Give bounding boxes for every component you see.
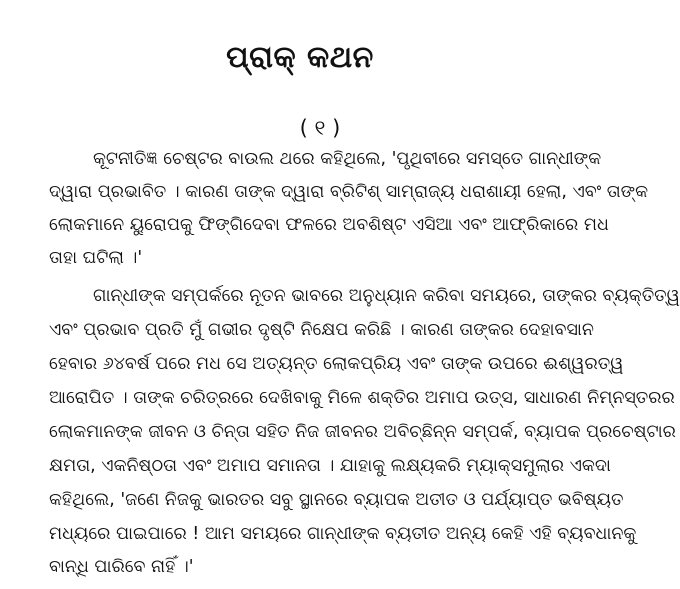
paragraph-2-line-9: ବାନ୍ଧି ପାରିବେ ନାହିଁ ।': [49, 557, 194, 577]
paragraph-2-line-2: ଏବଂ ପ୍ରଭାବ ପ୍ରତି ମୁଁ ଗଭୀର ଦୃଷ୍ଟି ନିକ୍ଷେପ କରିଛି । କାରଣ ତାଙ୍କର ଦେହାବସାନ: [49, 320, 594, 340]
paragraph-2-line-3: ହେବାର ୬୪ବର୍ଷ ପରେ ମଧ ସେ ଅତ୍ୟନ୍ତ ଲୋକପ୍ରିୟ ଏବଂ ତାଙ୍କ ଉପରେ ଈଶ୍ୱରତ୍ୱ: [49, 354, 624, 374]
paragraph-2-line-5: ଲୋକମାନଙ୍କ ଜୀବନ ଓ ଚିନ୍ତା ସହିତ ନିଜ ଜୀବନର ଅବିଚ୍ଛିନ୍ନ ସମ୍ପର୍କ, ବ୍ୟାପକ ପ୍ରଚେଷ୍ଟାର: [49, 422, 676, 442]
paragraph-2-line-8: ମଧ୍ୟରେ ପାଇପାରେ ! ଆମ ସମୟରେ ଗାନ୍ଧୀଙ୍କ ବ୍ୟତୀତ ଅନ୍ୟ କେହି ଏହି ବ୍ୟବଧାନକୁ: [49, 524, 637, 544]
section-number: ( ୧ ): [299, 116, 341, 140]
paragraph-2-line-6: କ୍ଷମତା, ଏକନିଷ୍ଠତା ଏବଂ ଅମାପ ସମାନତା । ଯାହାକୁ ଲକ୍ଷ୍ୟକରି ମ୍ୟାକ୍ସମୁଲାର ଏକଦା: [49, 456, 611, 476]
paragraph-1-line-4: ତାହା ଘଟିଲା ।': [49, 248, 143, 268]
paragraph-2-line-4: ଆରୋପିତ । ତାଙ୍କ ଚରିତ୍ରରେ ଦେଖିବାକୁ ମିଳେ ଶକ୍ତିର ଅମାପ ଉତ୍ସ, ସାଧାରଣ ନିମ୍ନସ୍ତରର: [49, 388, 675, 408]
paragraph-2-line-1: ଗାନ୍ଧୀଙ୍କ ସମ୍ପର୍କରେ ନୂତନ ଭାବରେ ଅନୁଧ୍ୟାନ କରିବା ସମୟରେ, ତାଙ୍କର ବ୍ୟକ୍ତିତ୍ୱ: [93, 286, 680, 306]
page-title: ପ୍ରାକ୍ କଥନ: [226, 40, 374, 75]
paragraph-1-line-1: କୂଟନୀତିଜ୍ଞ ଚେଷ୍ଟର ବାଉଲ ଥରେ କହିଥିଲେ, 'ପୃଥିବୀରେ ସମସ୍ତେ ଗାନ୍ଧୀଙ୍କ: [93, 149, 602, 169]
paragraph-2-line-7: କହିଥିଲେ, 'ଜଣେ ନିଜକୁ ଭାରତର ସବୁ ସ୍ଥାନରେ ବ୍ୟାପକ ଅତୀତ ଓ ପର୍ଯ୍ୟାପ୍ତ ଭବିଷ୍ୟତ: [49, 490, 624, 510]
paragraph-1-line-3: ଲୋକମାନେ ୟୁରୋପକୁ ଫିଙ୍ଗିଦେବା ଫଳରେ ଅବଶିଷ୍ଟ ଏସିଆ ଏବଂ ଆଫ୍ରିକାରେ ମଧ: [49, 215, 609, 235]
paragraph-1-line-2: ଦ୍ୱାରା ପ୍ରଭାବିତ । କାରଣ ତାଙ୍କ ଦ୍ୱାରା ବ୍ରିଟିଶ୍ ସାମ୍ରାଜ୍ୟ ଧରାଶାୟୀ ହେଲା, ଏବଂ ତାଙ୍କ: [49, 182, 649, 202]
